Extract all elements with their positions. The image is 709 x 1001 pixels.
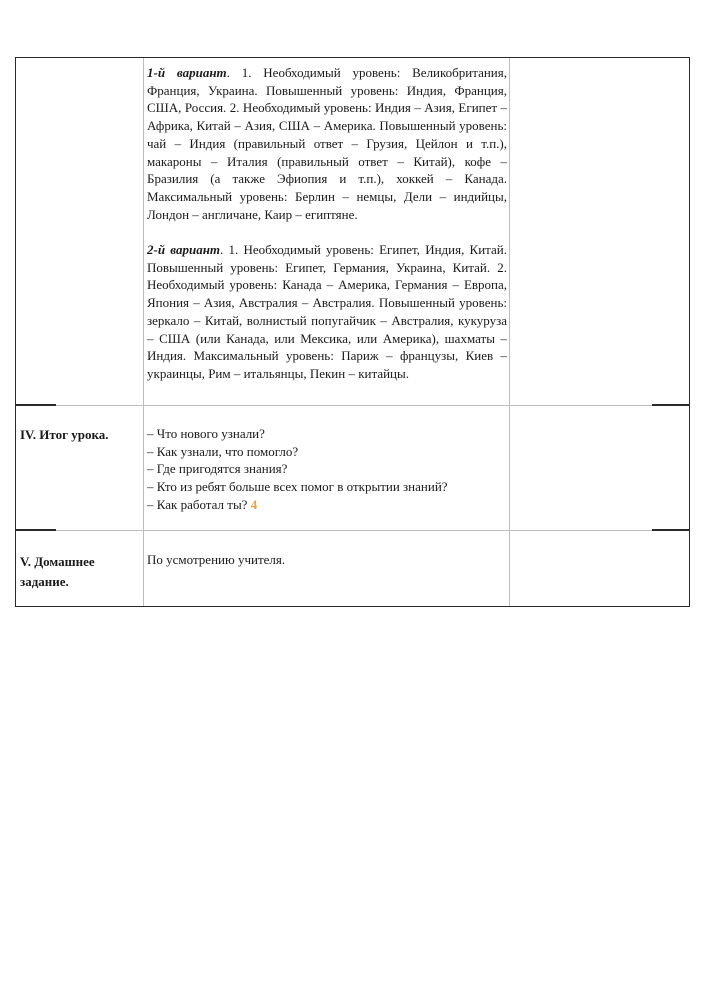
summary-question-last [147, 496, 507, 514]
row-divider-2 [16, 530, 689, 531]
row-divider-mark [652, 529, 690, 531]
variant-1-label: 1-й вариант [147, 65, 227, 80]
summary-question: – Что нового узнали? [147, 426, 265, 441]
slide-marker: 4 [250, 496, 258, 512]
summary-question: – Кто из ребят больше всех помог в открытии знаний? [147, 479, 448, 495]
summary-question: – Как работал ты? [147, 496, 251, 512]
column-divider-1 [143, 58, 144, 606]
homework-label: V. Домашнее задание. [20, 554, 95, 589]
summary-question: – Где пригодятся знания? [147, 461, 288, 477]
summary-label: IV. Итог урока. [20, 427, 109, 442]
variant-2-text: . 1. Необходимый уровень: Египет, Индия, Китай. Повышенный уровень: Египет, Германия, Украина, Китай. 2. Необходимый уровень: Канада – Америка, Германия – Европа, Япония – Азия, Австралия – Австралия. Повышенный уровень: зеркало – Китай, волнистый попугайчик – Австралия, кукуруза – США (или Канада, или Мексика, или Америка), шахматы – Индия. Максимальный уровень: Париж – французы, Киев – украинцы, Рим – итальянцы, Пекин – китайцы. [147, 242, 507, 381]
lesson-table [15, 57, 690, 607]
variant-1-text: . 1. Необходимый уровень: Великобритания, Франция, Украина. Повышенный уровень: Индия, Франция, США, Россия. 2. Необходимый уровень: Индия – Азия, Египет – Африка, Китай – Азия, США – Америка. Повышенный уровень: чай – Индия (правильный ответ – Грузия, Цейлон и т.п.), макароны – Италия (правильный ответ – Китай), кофе – Бразилия (а также Эфиопия и т.п.), хоккей – Канада. Максимальный уровень: Берлин – немцы, Дели – индийцы, Лондон – англичане, Каир – египтяне. [147, 65, 507, 222]
column-divider-2 [509, 58, 510, 606]
variant-2-label: 2-й вариант [147, 242, 221, 258]
row-divider-mark [16, 529, 56, 531]
variant-2-paragraph [147, 241, 507, 383]
row-divider-mark [652, 404, 690, 406]
summary-questions [147, 425, 507, 514]
row-divider-1 [16, 405, 689, 406]
homework-text: По усмотрению учителя. [147, 552, 286, 567]
answers-cell [147, 64, 507, 383]
variant-1-paragraph [147, 64, 507, 223]
summary-question: – Как узнали, что помогло? [147, 443, 299, 459]
row-divider-mark [16, 404, 56, 406]
